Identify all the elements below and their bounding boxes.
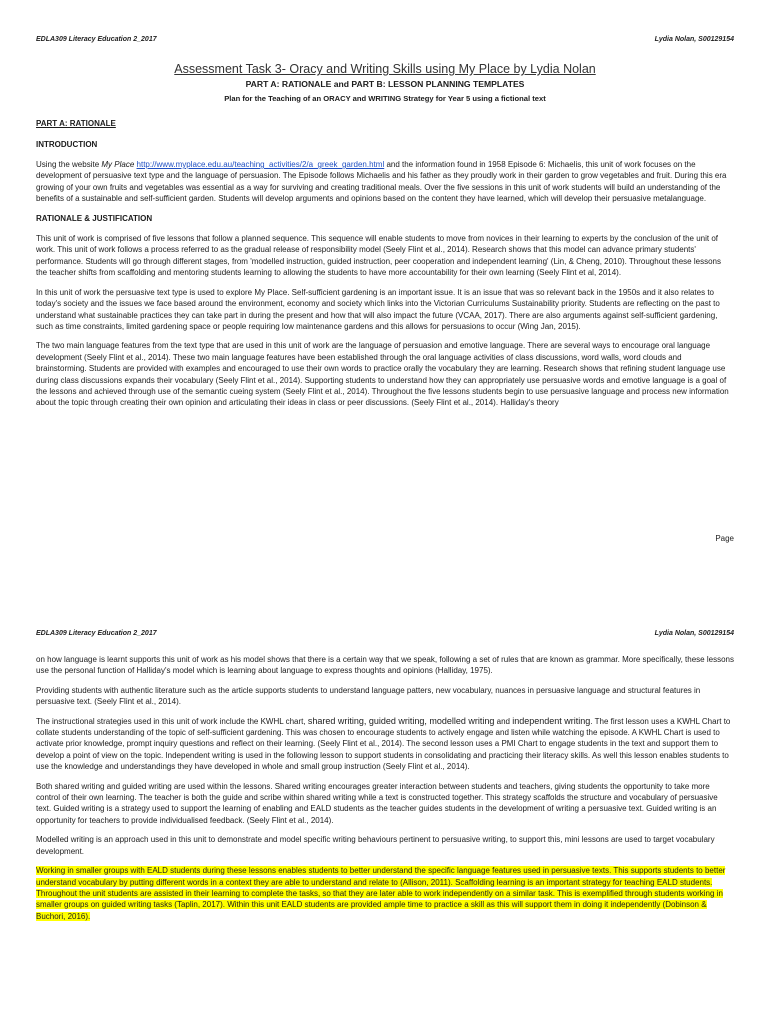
introduction-heading: INTRODUCTION xyxy=(36,139,98,149)
rationale-paragraph-2: In this unit of work the persuasive text type is used to explore My Place. Self-sufficient gardening is an important issue. It is an issue that was so relevant back in the 1950s and it also relates to today's society and the issues we face based around the environment, economy and society which links into the Victorian Curriculums Sustainability priority. Students are reflecting on the past to understand what sustainable practices they can take part in during the present and how that will also impact the future (VCAA, 2017). There are also arguments against self-sufficient gardening, such as time constraints, limited gardening space or people requiring low maintenance gardens and this allows for persuasions to occur (Wing Jan, 2015). xyxy=(36,287,720,331)
page-1-content xyxy=(36,64,734,417)
page-header xyxy=(36,36,734,43)
part-a-heading: PART A: RATIONALE xyxy=(36,119,116,129)
page-header xyxy=(36,630,734,637)
body-paragraph-2: Providing students with authentic literature such as the article supports students to understand language patters, new vocabulary, nuances in persuasive language and structural features in persuasive text. (Seely Flint et al., 2014). xyxy=(36,685,701,707)
header-author: Lydia Nolan, S00129154 xyxy=(654,36,734,43)
body-paragraph-3: The instructional strategies used in this unit of work include the KWHL chart, shared writing, guided writing, modelled writing and independent writing. The first lesson uses a KWHL Chart to collate students understanding of the topic of self-sufficient gardening. This was chosen to encourage students to actively engage and listen while watching the episode. A KWHL Chart is used to activate prior knowledge, prompt inquiry questions and reflect on their learning. (Seely Flint et al., 2014). The second lesson uses a PMI Chart to engage students in the text and support them to develop a point of view on the topic. Independent writing is used in the following lesson to support students in consolidating and practicing their literacy skills. As well this lesson enables students to use the knowledge and understandings they have developed in whole and small group instruction (Seely Flint et al., 2014). xyxy=(36,715,731,772)
page-gap xyxy=(0,552,768,590)
document-subtitle: PART A: RATIONALE and PART B: LESSON PLANNING TEMPLATES xyxy=(245,79,525,90)
header-course: EDLA309 Literacy Education 2_2017 xyxy=(36,630,157,637)
header-course: EDLA309 Literacy Education 2_2017 xyxy=(36,36,157,43)
page-2-content xyxy=(36,654,734,930)
my-place-link[interactable]: http://www.myplace.edu.au/teaching_activities/2/a_greek_garden.html xyxy=(136,160,385,170)
rationale-heading: RATIONALE & JUSTIFICATION xyxy=(36,213,153,223)
page-footer-label: Page xyxy=(715,534,734,543)
document-page-2 xyxy=(0,590,768,1024)
highlighted-paragraph: Working in smaller groups with EALD students during these lessons enables students to better understand the specific language features used in persuasive texts. This supports students to better understand vocabulary by putting different words in a context they are able to understand and relate to (Allison, 2011). Scaffolding learning is an important strategy for teaching EALD students. Throughout the unit students are assisted in their learning to complete the tasks, so that they are later able to work independently on a similar task. This is exemplified through students working in smaller groups on guided writing tasks (Taplin, 2017). Within this unit EALD students are provided ample time to practice a skill as this will support them in doing it independently (Dobinson & Buchori, 2016). xyxy=(36,866,726,921)
body-paragraph-5: Modelled writing is an approach used in this unit to demonstrate and model specific writing behaviours pertinent to persuasive writing, to support this, mini lessons are used to target vocabulary development. xyxy=(36,835,715,856)
introduction-paragraph: Using the website My Place http://www.myplace.edu.au/teaching_activities/2/a_greek_garden.html and the information found in 1958 Episode 6: Michaelis, this unit of work focuses on the development of persuasive text type and the language of persuasion. The Episode follows Michaelis and his father as they proudly work in their garden to grow vegetables and fruit. During this era growing of your own fruits and vegetables was essential as a way for surviving and creating traditional meals. Over the five sessions in this unit of work students will build an understanding of the benefits of a sustainable and self-sufficient garden. Students will develop arguments and opinions based on the content they have learned, which will develop their persuasive metalanguage. xyxy=(36,160,727,204)
rationale-paragraph-3: The two main language features from the text type that are used in this unit of work are the language of persuasion and emotive language. There are several ways to encourage oral language development (Seely Flint et al., 2014). These two main language features have been established through the oral language activities of class discussions, word walls, word clouds and brainstorming. Students are provided with examples and encouraged to use their own words to practice orally the vocabulary they are learning. Research shows that refining student language use during class discussions expands their vocabulary (Seely Flint et al., 2014). Supporting students to understand how they can appropriately use persuasive words and emotive language is a goal of the lessons and achieved through use of the semantic cueing system (Seely Flint et al., 2014). Throughout the five lessons students begin to use persuasive language and process new information about the topic through creating their own opinion and articulating their ideas in class or peer discussions. (Seely Flint et al., 2014). Halliday's theory xyxy=(36,341,729,408)
body-paragraph-4: Both shared writing and guided writing are used within the lessons. Shared writing encourages greater interaction between students and teachers, giving students the opportunity to take more control of their own learning. The teacher is both the guide and scribe within shared writing while a text is constructed together. This strategy scaffolds the structure and vocabulary of persuasive text. Guided writing is a strategy used to support the learning of enabling and EALD students as the teacher guides students in the development of writing a persuasive text. Guided writing is an opportunity for teachers to provide individualised feedback. (Seely Flint et al., 2014). xyxy=(36,781,718,825)
body-paragraph-1: on how language is learnt supports this unit of work as his model shows that there is a certain way that we speak, following a set of rules that are known as grammar. More specifically, these lessons use the personal function of Halliday's model which is learning about language to express thoughts and opinions (Halliday, 1975). xyxy=(36,655,734,676)
header-author: Lydia Nolan, S00129154 xyxy=(654,630,734,637)
rationale-paragraph-1: This unit of work is comprised of five lessons that follow a planned sequence. This sequence will enable students to move from novices in their learning to experts by the conclusion of the unit of work. This unit of work follows a process referred to as the gradual release of responsibility model (Seely Flint et al., 2014). Research shows that this model can advance primary students' performance. Students will go through different stages, from 'modelled instruction, guided instruction, peer cooperation and independent learning' (Lin, & Cheng, 2010). Throughout these lessons the teacher shifts from scaffolding and mentoring students learning to allowing the students to have more accountability for their own learning (Seely Flint et al, 2014). xyxy=(36,234,721,278)
document-subtitle-plan: Plan for the Teaching of an ORACY and WRITING Strategy for Year 5 using a fictional text xyxy=(224,93,546,103)
document-title: Assessment Task 3- Oracy and Writing Skills using My Place by Lydia Nolan xyxy=(174,62,596,76)
